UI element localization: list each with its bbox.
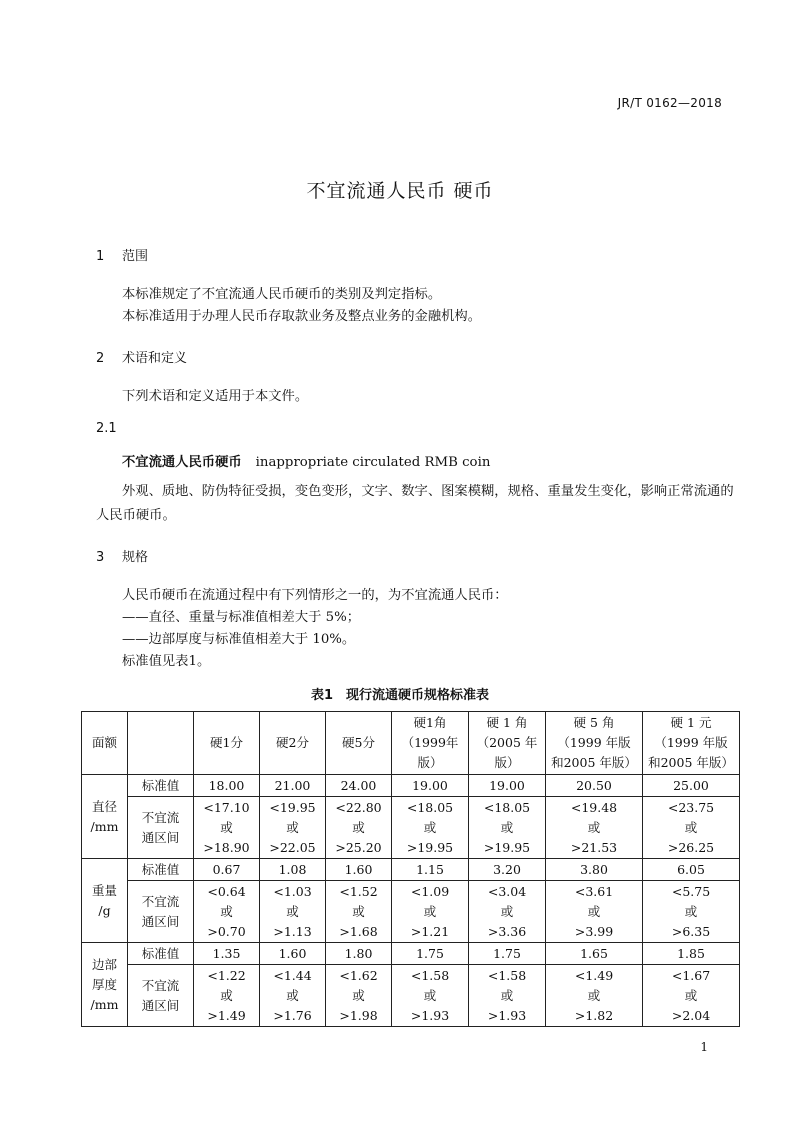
column-header: 硬1分 [194,712,260,775]
row-label: 不宜流 通区间 [128,881,194,943]
paragraph-line: 标准值见表1。 [122,654,211,669]
table-cell: <3.04 或 >3.36 [469,881,546,943]
table-cell: <1.03 或 >1.13 [260,881,326,943]
section-title: 规格 [122,550,149,565]
table-cell: 20.50 [546,775,643,797]
term-chinese: 不宜流通人民币硬币 [122,455,242,470]
table-row-standard [82,859,740,881]
section-title: 范围 [122,249,149,264]
section-3-heading [96,546,148,565]
column-header: 硬 1 元 （1999 年版 和2005 年版） [643,712,740,775]
table-cell: <5.75 或 >6.35 [643,881,740,943]
table-cell: <1.09 或 >1.21 [392,881,469,943]
paragraph-line: 人民币硬币在流通过程中有下列情形之一的，为不宜流通人民币： [122,588,508,603]
table-cell: <1.62 或 >1.98 [326,965,392,1027]
table-cell: <1.67 或 >2.04 [643,965,740,1027]
table-row-range [82,797,740,859]
table-cell: 25.00 [643,775,740,797]
page-title: 不宜流通人民币 硬币 [306,180,494,202]
table-cell: 1.35 [194,943,260,965]
table-cell: 1.80 [326,943,392,965]
term-entry [122,451,490,470]
section-number: 2.1 [96,421,117,436]
table-cell: <3.61 或 >3.99 [546,881,643,943]
list-item: ——边部厚度与标准值相差大于 10%。 [122,632,356,647]
table-header-row [82,712,740,775]
table-cell: 18.00 [194,775,260,797]
section-2-heading [96,347,187,366]
term-definition: 外观、质地、防伪特征受损，变色变形，文字、数字、图案模糊，规格、重量发生变化，影响正常流通的人民币硬币。 [96,484,734,523]
column-header: 硬1角 （1999年 版） [392,712,469,775]
table-row-standard [82,775,740,797]
page-number: 1 [700,1040,708,1054]
table-row-range [82,965,740,1027]
table-cell: 6.05 [643,859,740,881]
coin-spec-table [81,711,740,1027]
column-header: 硬 1 角 （2005 年 版） [469,712,546,775]
paragraph-line: 本标准适用于办理人民币存取款业务及整点业务的金融机构。 [122,309,482,324]
column-header: 硬 5 角 （1999 年版 和2005 年版） [546,712,643,775]
table-cell: <19.95 或 >22.05 [260,797,326,859]
table-cell: 1.60 [260,943,326,965]
table-cell: 1.08 [260,859,326,881]
row-label: 标准值 [128,943,194,965]
column-header: 硬2分 [260,712,326,775]
table-cell: <1.52 或 >1.68 [326,881,392,943]
section-1-heading [96,245,148,264]
document-code: JR/T 0162—2018 [617,96,722,110]
table-cell: <1.58 或 >1.93 [469,965,546,1027]
table-cell: 1.75 [469,943,546,965]
row-label: 不宜流 通区间 [128,797,194,859]
row-group-label: 重量 /g [82,859,128,943]
table-cell: <0.64 或 >0.70 [194,881,260,943]
row-label: 标准值 [128,859,194,881]
section-2-body [122,386,308,408]
table-cell: 19.00 [469,775,546,797]
section-title: 术语和定义 [122,351,188,366]
table-cell: <22.80 或 >25.20 [326,797,392,859]
column-header: 硬5分 [326,712,392,775]
section-3-body [122,585,508,673]
table-cell: 21.00 [260,775,326,797]
table-row-standard [82,943,740,965]
list-item: ——直径、重量与标准值相差大于 5%； [122,610,361,625]
table-cell: 0.67 [194,859,260,881]
paragraph-line: 本标准规定了不宜流通人民币硬币的类别及判定指标。 [122,287,442,302]
table-cell: 3.80 [546,859,643,881]
table-cell: 1.75 [392,943,469,965]
row-group-label: 直径 /mm [82,775,128,859]
paragraph-line: 下列术语和定义适用于本文件。 [122,389,309,404]
table-cell: <1.58 或 >1.93 [392,965,469,1027]
section-1-body [122,284,481,328]
table-cell: 1.65 [546,943,643,965]
table-cell: 1.60 [326,859,392,881]
table-caption: 表1 现行流通硬币规格标准表 [310,688,490,703]
table-cell: <18.05 或 >19.95 [469,797,546,859]
section-number: 3 [96,550,105,565]
table-cell: <18.05 或 >19.95 [392,797,469,859]
column-header: 面额 [82,712,128,775]
section-number: 1 [96,249,105,264]
table-cell: <1.44 或 >1.76 [260,965,326,1027]
table-row-range [82,881,740,943]
table-cell: 1.15 [392,859,469,881]
section-2-1-heading [96,421,117,436]
section-number: 2 [96,351,105,366]
column-header [128,712,194,775]
row-label: 不宜流 通区间 [128,965,194,1027]
table-cell: 19.00 [392,775,469,797]
table-cell: <1.49 或 >1.82 [546,965,643,1027]
row-group-label: 边部 厚度 /mm [82,943,128,1027]
table-cell: <19.48 或 >21.53 [546,797,643,859]
table-cell: 24.00 [326,775,392,797]
row-label: 标准值 [128,775,194,797]
table-cell: <17.10 或 >18.90 [194,797,260,859]
table-cell: 3.20 [469,859,546,881]
table-cell: 1.85 [643,943,740,965]
term-english: inappropriate circulated RMB coin [255,455,491,470]
table-cell: <23.75 或 >26.25 [643,797,740,859]
table-cell: <1.22 或 >1.49 [194,965,260,1027]
